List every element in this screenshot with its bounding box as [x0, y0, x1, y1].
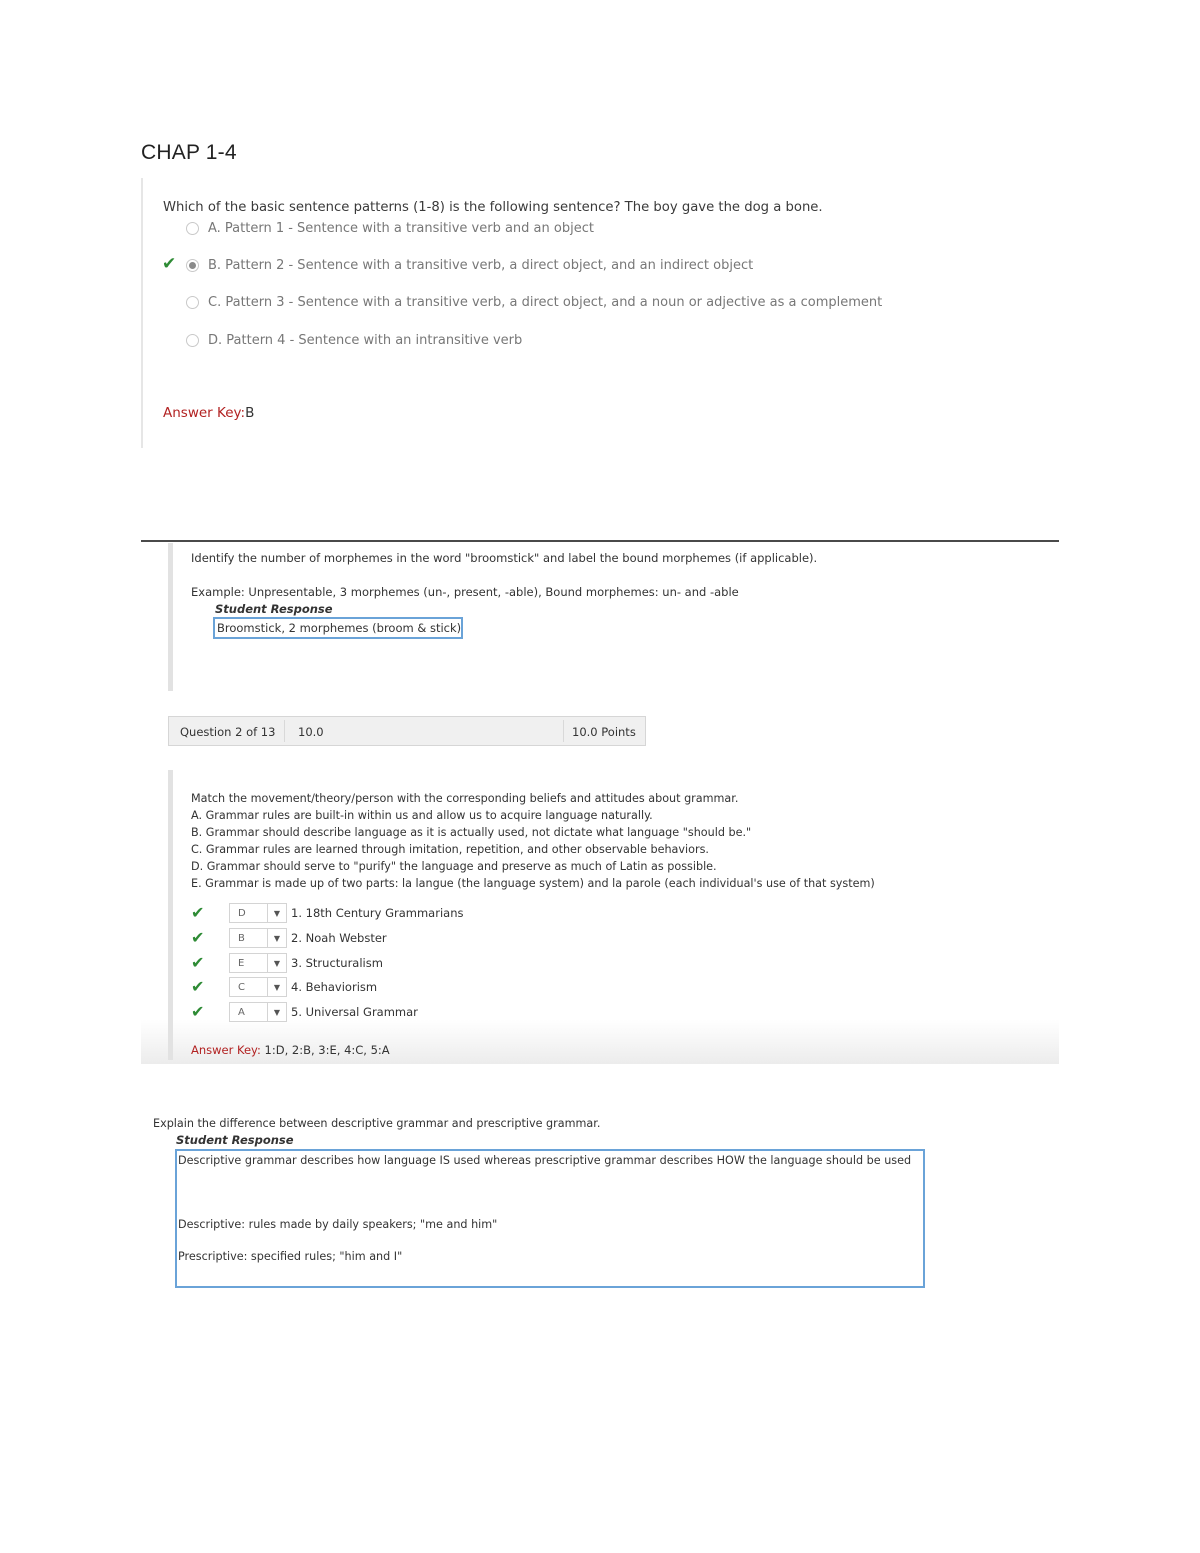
- match-select-value: C: [238, 981, 245, 993]
- correct-check-icon: ✔: [191, 1002, 205, 1021]
- q3-answer-key: [191, 1043, 390, 1057]
- radio-icon[interactable]: [186, 334, 199, 347]
- section-divider: [141, 540, 1059, 542]
- response-line: [178, 1201, 922, 1217]
- correct-check-icon: ✔: [191, 953, 205, 972]
- radio-selected-icon[interactable]: [186, 259, 199, 272]
- match-label: 1. 18th Century Grammarians: [291, 906, 464, 920]
- match-label: 2. Noah Webster: [291, 931, 387, 945]
- match-row: [191, 902, 463, 924]
- q4-response-box[interactable]: [175, 1149, 925, 1288]
- q1-option-d[interactable]: [186, 331, 522, 349]
- dropdown-arrow-icon[interactable]: ▼: [267, 978, 286, 996]
- match-select[interactable]: [229, 953, 287, 973]
- student-response-label: Student Response: [215, 602, 333, 616]
- q1-option-a[interactable]: [186, 219, 594, 237]
- question-score: 10.0: [298, 725, 324, 739]
- q2-left-border: [168, 543, 173, 691]
- match-select[interactable]: [229, 977, 287, 997]
- q3-prompt: Match the movement/theory/person with the corresponding beliefs and attitudes about grammar.: [191, 792, 739, 805]
- question-points: 10.0 Points: [572, 725, 636, 739]
- match-row: [191, 927, 387, 949]
- header-separator: [563, 720, 564, 742]
- question-header-bar: [168, 716, 646, 746]
- match-label: 4. Behaviorism: [291, 980, 378, 994]
- q3-choice-d: D. Grammar should serve to "purify" the language and preserve as much of Latin as possible.: [191, 860, 717, 873]
- q1-option-a-label: A. Pattern 1 - Sentence with a transitive verb and an object: [208, 220, 594, 236]
- match-select[interactable]: [229, 903, 287, 923]
- q1-answer-key: [163, 405, 254, 421]
- dropdown-arrow-icon[interactable]: ▼: [267, 904, 286, 922]
- q2-example: Example: Unpresentable, 3 morphemes (un-, present, -able), Bound morphemes: un- and -able: [191, 585, 739, 599]
- correct-check-icon: ✔: [191, 903, 205, 922]
- header-separator: [284, 720, 285, 742]
- q3-choice-c: C. Grammar rules are learned through imitation, repetition, and other observable behaviors.: [191, 843, 709, 856]
- match-label: 5. Universal Grammar: [291, 1005, 418, 1019]
- q1-option-c[interactable]: [186, 293, 882, 311]
- q1-left-border: [141, 178, 143, 448]
- response-line: [178, 1185, 922, 1201]
- q2-prompt: Identify the number of morphemes in the word "broomstick" and label the bound morphemes (if applicable).: [191, 551, 818, 565]
- q3-left-border: [168, 770, 173, 1060]
- answer-key-label: Answer Key:: [163, 405, 246, 421]
- match-row: [191, 952, 383, 974]
- response-line: Descriptive grammar describes how language IS used whereas prescriptive grammar describes HOW the language should be used: [178, 1154, 912, 1167]
- response-line: Prescriptive: specified rules; "him and I": [178, 1250, 403, 1263]
- answer-key-value: B: [245, 405, 255, 421]
- q1-option-c-label: C. Pattern 3 - Sentence with a transitive verb, a direct object, and a noun or adjective as a complement: [208, 294, 883, 310]
- response-line: [178, 1169, 922, 1185]
- q1-option-b-label: B. Pattern 2 - Sentence with a transitive verb, a direct object, and an indirect object: [208, 257, 754, 273]
- dropdown-arrow-icon[interactable]: ▼: [267, 1003, 286, 1021]
- dropdown-arrow-icon[interactable]: ▼: [267, 954, 286, 972]
- answer-key-value: 1:D, 2:B, 3:E, 4:C, 5:A: [260, 1043, 390, 1057]
- match-select-value: E: [238, 957, 245, 969]
- q3-choice-b: B. Grammar should describe language as it is actually used, not dictate what language "should be.": [191, 826, 752, 839]
- match-select[interactable]: [229, 928, 287, 948]
- match-label: 3. Structuralism: [291, 956, 383, 970]
- student-response-label: Student Response: [176, 1133, 294, 1147]
- radio-icon[interactable]: [186, 296, 199, 309]
- match-row: [191, 1001, 418, 1023]
- match-select[interactable]: [229, 1002, 287, 1022]
- correct-check-icon: ✔: [191, 977, 205, 996]
- q2-response-box[interactable]: Broomstick, 2 morphemes (broom & stick): [213, 617, 463, 639]
- q4-prompt: Explain the difference between descriptive grammar and prescriptive grammar.: [153, 1117, 601, 1130]
- correct-check-icon: ✔: [191, 928, 205, 947]
- match-row: [191, 976, 377, 998]
- correct-check-icon: ✔: [162, 254, 177, 274]
- q3-choice-a: A. Grammar rules are built-in within us and allow us to acquire language naturally.: [191, 809, 653, 822]
- match-select-value: B: [238, 932, 245, 944]
- q1-option-b[interactable]: [186, 256, 753, 274]
- document-title: CHAP 1-4: [141, 141, 237, 164]
- radio-icon[interactable]: [186, 222, 199, 235]
- question-counter: Question 2 of 13: [180, 725, 276, 739]
- match-select-value: A: [238, 1006, 245, 1018]
- q1-option-d-label: D. Pattern 4 - Sentence with an intransitive verb: [208, 332, 523, 348]
- response-line: Descriptive: rules made by daily speakers; "me and him": [178, 1218, 498, 1231]
- answer-key-label: Answer Key:: [191, 1043, 261, 1057]
- q3-choice-e: E. Grammar is made up of two parts: la langue (the language system) and la parole (each individual's use of that system): [191, 877, 875, 890]
- dropdown-arrow-icon[interactable]: ▼: [267, 929, 286, 947]
- q1-prompt: Which of the basic sentence patterns (1-8) is the following sentence? The boy gave the dog a bone.: [163, 200, 823, 215]
- response-line: [178, 1233, 922, 1249]
- match-select-value: D: [238, 907, 246, 919]
